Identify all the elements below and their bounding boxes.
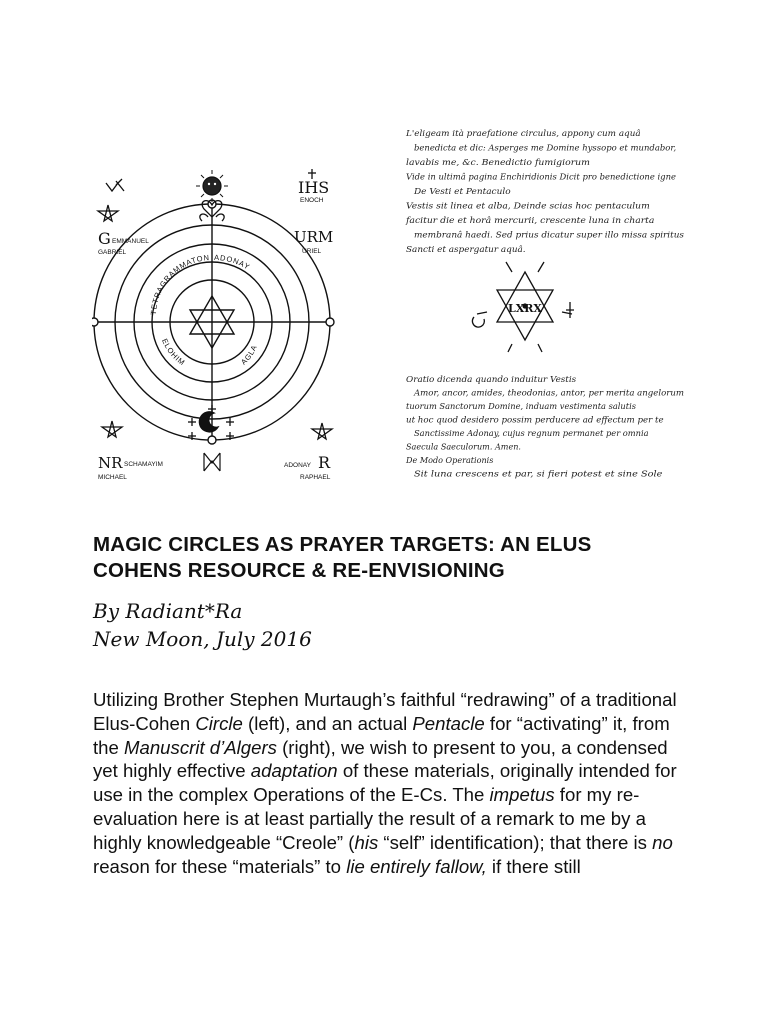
body-emphasis: impetus [489, 784, 555, 806]
label-michael: MICHAEL [98, 474, 127, 481]
manuscript-line: Vide in ultimâ pagina Enchiridionis Dicit pro benedictione igne [406, 171, 677, 182]
body-text: (left), and an actual [242, 712, 413, 734]
manuscript-line: benedicta et dic: Asperges me Domine hyssopo et mundabor, [414, 142, 677, 153]
manuscript-line: Sanctissime Adonay, cujus regnum permanet per omnia [414, 428, 649, 438]
magic-circle-figure [92, 165, 342, 485]
body-text: (right), we wish to present to you, a condensed yet highly effective [93, 736, 668, 782]
pentacle-text: LXRX [508, 302, 542, 315]
manuscript-line: lavabis me, &c. Benedictio fumigiorum [406, 157, 591, 167]
sigil-ihs: IHS [298, 178, 330, 197]
body-text: “self” identification); that there is [378, 831, 653, 853]
body-emphasis: adaptation [250, 760, 338, 782]
manuscript-line: Amor, ancor, amides, theodonias, antor, per merita angelorum [412, 387, 685, 398]
ring-label-tetragrammaton: TETRAGRAMMATON [148, 252, 211, 316]
body-text: of these materials, originally intended for use in the complex Operations of the E-Cs. The [93, 760, 677, 806]
letter-r: R [318, 453, 331, 472]
manuscript-line: De Modo Operationis [405, 455, 494, 465]
body-emphasis: Pentacle [412, 712, 485, 734]
body-emphasis: no [652, 831, 673, 853]
manuscript-line: tuorum Sanctorum Domine, induam vestimenta salutis [406, 401, 636, 411]
label-gabriel: GABRIEL [98, 249, 127, 256]
pentagram-gabriel-icon [98, 205, 118, 221]
moon-icon [199, 412, 218, 432]
label-raphael: RAPHAEL [300, 474, 331, 481]
title-line-1: MAGIC CIRCLES AS PRAYER TARGETS: AN ELUS [93, 533, 592, 556]
article-body-paragraph [93, 688, 683, 878]
byline-author: By Radiant*Ra [93, 599, 243, 623]
title-line-2: COHENS RESOURCE & RE-ENVISIONING [93, 559, 505, 582]
body-text: if there still [486, 855, 581, 877]
ring-label-agla: AGLA [239, 343, 259, 367]
body-text: for “activating” it, from the [93, 712, 670, 758]
manuscript-line: facitur die et horâ mercurii, crescente luna in charta [404, 215, 655, 225]
body-emphasis: Circle [195, 712, 243, 734]
manuscript-line: Saecula Saeculorum. Amen. [406, 441, 521, 452]
manuscript-line: L'eligeam ità praefatione circulus, appony cum aquâ [404, 128, 641, 138]
byline-date: New Moon, July 2016 [93, 627, 312, 651]
body-text: for my re-evaluation here is at least partially the result of a remark to me by a highly knowledgeable “Creole” ( [93, 784, 646, 853]
label-adonay: ADONAY [284, 462, 311, 469]
manuscript-line: Vestis sit linea et alba, Deinde scias hoc pentaculum [406, 200, 650, 211]
sun-icon [196, 170, 228, 202]
sigil-bottom-icon [204, 453, 220, 471]
manuscript-line: Sit luna crescens et par, si fieri potest et sine Sole [414, 468, 663, 479]
label-schamayim: SCHAMAYIM [124, 461, 163, 468]
body-text: reason for these “materials” to [93, 855, 347, 877]
label-uriel: URIEL [302, 248, 322, 255]
letter-g: G [98, 229, 111, 248]
ring-label-elohim: ELOHIM [160, 337, 187, 368]
manuscript-line: Oratio dicenda quando induitur Vestis [406, 374, 577, 384]
pentagram-michael-icon [102, 421, 122, 437]
byline [93, 597, 593, 653]
label-emmanuel: EMMANUEL [112, 238, 149, 245]
manuscript-line: membranâ haedi. Sed prius dicatur super illo missa spiritus [414, 229, 684, 240]
pentagram-raphael-icon [312, 423, 332, 439]
sigil-urm: URM [294, 228, 334, 246]
sigil-nr: NR [98, 454, 123, 472]
body-text: Utilizing Brother Stephen Murtaugh’s faithful “redrawing” of a traditional Elus-Cohen [93, 689, 677, 734]
label-enoch: ENOCH [300, 197, 324, 204]
ring-label-adonay: ADONAY [213, 252, 252, 272]
article-title [93, 532, 693, 584]
body-emphasis: lie entirely fallow, [346, 855, 487, 877]
manuscript-line: ut hoc quod desidero possim perducere ad effectum per te [406, 414, 664, 425]
body-emphasis: Manuscrit d’Algers [124, 736, 277, 758]
manuscript-line: De Vesti et Pentaculo [412, 186, 511, 196]
top-left-sigil-icon [106, 179, 124, 191]
cross-symbols-icon [188, 405, 234, 440]
manuscript-line: Sancti et aspergatur aquâ. [406, 244, 526, 254]
manuscript-pentacle-figure [392, 122, 692, 492]
body-emphasis: his [354, 831, 379, 853]
